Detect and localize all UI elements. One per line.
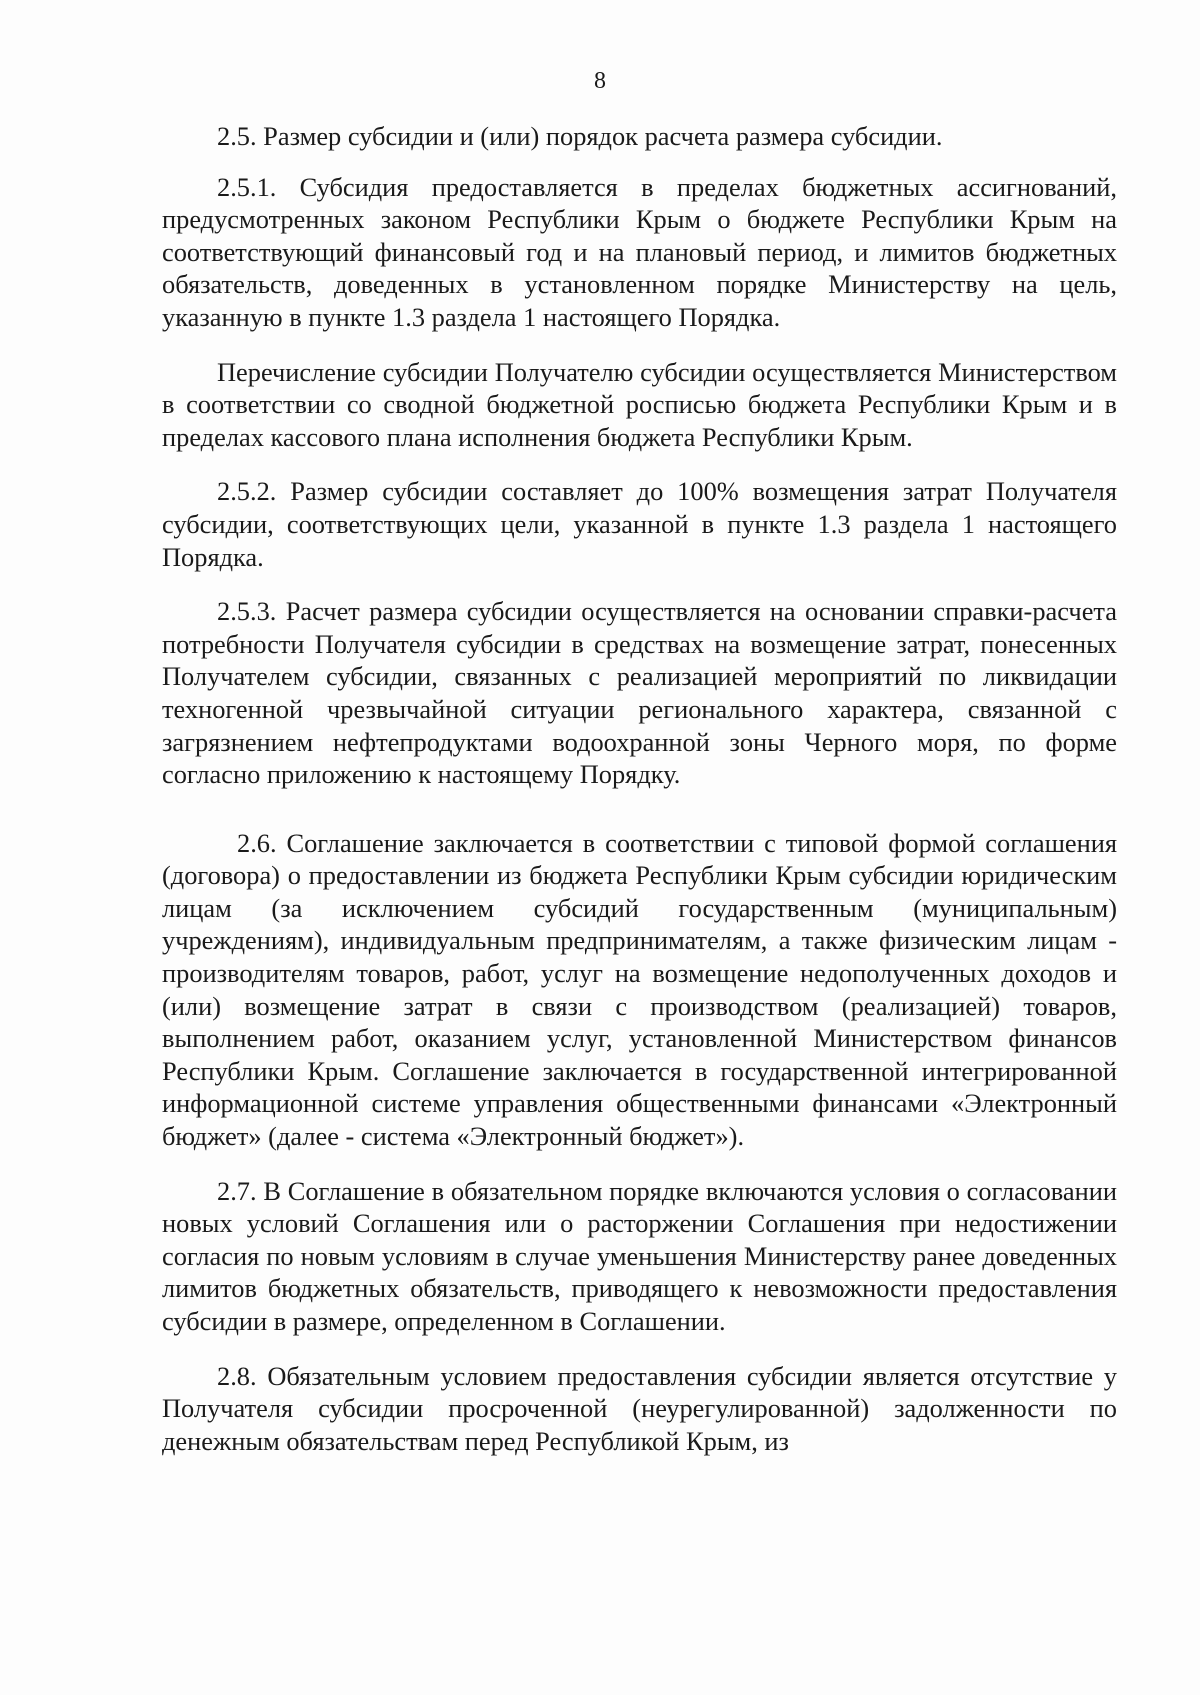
page-number: 8 [594,68,606,94]
document-body [162,120,1117,1479]
paragraph-2-5: 2.5. Размер субсидии и (или) порядок расчета размера субсидии. [217,121,943,151]
paragraph-2-6: 2.6. Соглашение заключается в соответствии с типовой формой соглашения (договора) о предоставлении из бюджета Республики Крым субсидии юридическим лицам (за исключением субсидий государственным (муниципальным) учреждениям), индивидуальным предпринимателям, а также физическим лицам - производителям товаров, работ, услуг на возмещение недополученных доходов и (или) возмещение затрат в связи с производством (реализацией) товаров, выполнением работ, оказанием услуг, установленной Министерством финансов Республики Крым. Соглашение заключается в государственной интегрированной информационной системе управления общественными финансами «Электронный бюджет» (далее - система «Электронный бюджет»). [162,827,1117,1152]
paragraph-2-7: 2.7. В Соглашение в обязательном порядке включаются условия о согласовании новых условий Соглашения или о расторжении Соглашения при недостижении согласия по новым условиям в случае уменьшения Министерству ранее доведенных лимитов бюджетных обязательств, приводящего к невозможности предоставления субсидии в размере, определенном в Соглашении. [162,1175,1117,1336]
paragraph-2-8: 2.8. Обязательным условием предоставления субсидии является отсутствие у Получателя субсидии просроченной (неурегулированной) задолженности по денежным обязательствам перед Республикой Крым, из [162,1360,1117,1456]
paragraph-2-5-2: 2.5.2. Размер субсидии составляет до 100% возмещения затрат Получателя субсидии, соответствующих цели, указанной в пункте 1.3 раздела 1 настоящего Порядка. [162,476,1117,572]
paragraph-transfer: Перечисление субсидии Получателю субсидии осуществляется Министерством в соответствии со сводной бюджетной росписью бюджета Республики Крым и в пределах кассового плана исполнения бюджета Республики Крым. [162,356,1117,452]
paragraph-2-5-3: 2.5.3. Расчет размера субсидии осуществляется на основании справки-расчета потребности Получателя субсидии в средствах на возмещение затрат, понесенных Получателем субсидии, связанных с реализацией мероприятий по ликвидации техногенной чрезвычайной ситуации регионального характера, связанной с загрязнением нефтепродуктами водоохранной зоны Черного моря, по форме согласно приложению к настоящему Порядку. [162,596,1117,790]
paragraph-2-5-1: 2.5.1. Субсидия предоставляется в пределах бюджетных ассигнований, предусмотренных законом Республики Крым о бюджете Республики Крым на соответствующий финансовый год и на плановый период, и лимитов бюджетных обязательств, доведенных в установленном порядке Министерству на цель, указанную в пункте 1.3 раздела 1 настоящего Порядка. [162,171,1117,332]
